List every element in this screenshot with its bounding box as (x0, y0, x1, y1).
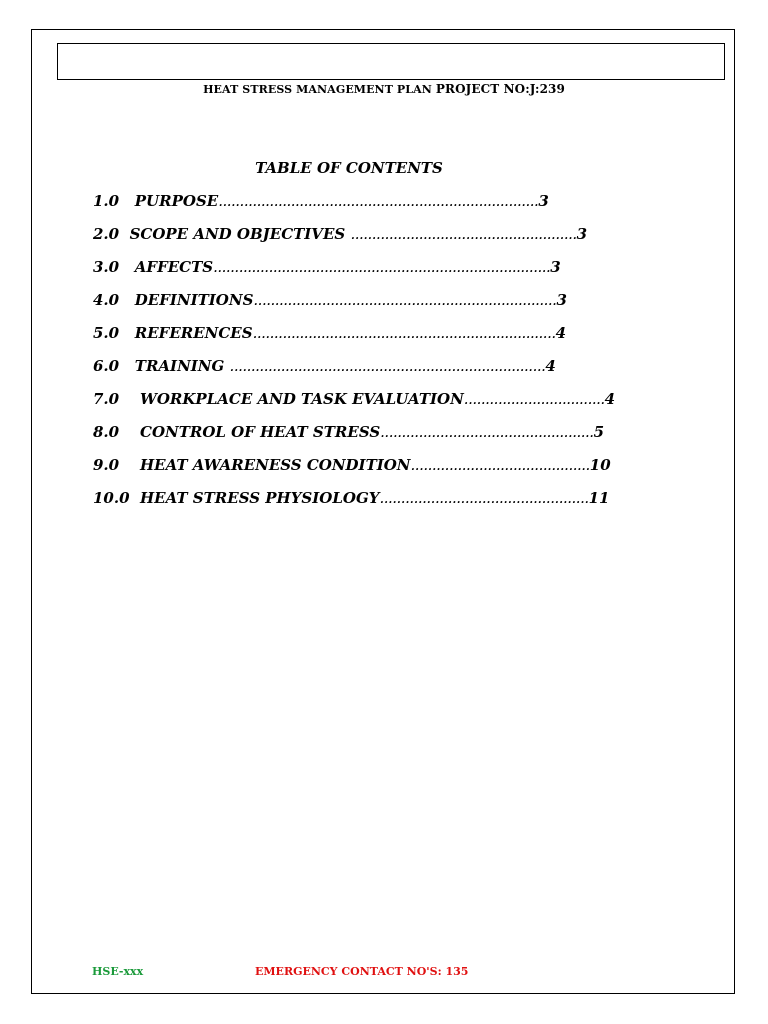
toc-entry[interactable]: 7.0 WORKPLACE AND TASK EVALUATION.................................4 (93, 390, 616, 408)
toc-entry-label: HEAT STRESS PHYSIOLOGY (140, 489, 380, 507)
toc-entry-label: PURPOSE (134, 192, 219, 210)
toc-entry-label: HEAT AWARENESS CONDITION (140, 456, 411, 474)
toc-entry[interactable]: 5.0 REFERENCES.......................................................................4 (93, 324, 567, 342)
toc-title: TABLE OF CONTENTS (255, 159, 443, 177)
toc-entry-number: 9.0 (93, 456, 120, 474)
toc-entry-page: 4 (555, 324, 567, 342)
document-header (0, 82, 768, 96)
project-number: PROJECT NO:J:239 (435, 82, 565, 96)
toc-entry[interactable]: 9.0 HEAT AWARENESS CONDITION..........................................10 (93, 456, 611, 474)
toc-entry-label: TRAINING (134, 357, 225, 375)
toc-entry-page: 3 (538, 192, 549, 210)
toc-entry-number: 6.0 (93, 357, 120, 375)
footer-emergency-contact: EMERGENCY CONTACT NO'S: 135 (255, 965, 469, 978)
toc-entry[interactable]: 10.0 HEAT STRESS PHYSIOLOGY.................................................11 (93, 489, 610, 507)
toc-entry-number: 2.0 (93, 225, 120, 243)
toc-entry-page: 3 (576, 225, 588, 243)
footer-doc-code: HSE-xxx (92, 965, 144, 978)
toc-entry-label: SCOPE AND OBJECTIVES (129, 225, 346, 243)
header-box (57, 43, 725, 80)
toc-entry-number: 10.0 (93, 489, 130, 507)
toc-entry-number: 7.0 (93, 390, 120, 408)
toc-entry-number: 5.0 (93, 324, 120, 342)
toc-entry-page: 4 (604, 390, 616, 408)
toc-entry-number: 3.0 (93, 258, 120, 276)
toc-entry-page: 4 (545, 357, 556, 375)
toc-entry-page: 5 (593, 423, 604, 441)
toc-entry-page: 11 (588, 489, 610, 507)
toc-entry-label: WORKPLACE AND TASK EVALUATION (140, 390, 464, 408)
toc-entry-number: 4.0 (93, 291, 120, 309)
toc-entry-label: AFFECTS (134, 258, 214, 276)
toc-entry[interactable]: 1.0 PURPOSE...........................................................................3 (93, 192, 549, 210)
toc-entry[interactable]: 4.0 DEFINITIONS.......................................................................3 (93, 291, 567, 309)
toc-entry-page: 3 (556, 291, 567, 309)
toc-entry[interactable]: 6.0 TRAINING ..........................................................................4 (93, 357, 556, 375)
toc-entry-label: REFERENCES (134, 324, 253, 342)
toc-entry-label: DEFINITIONS (134, 291, 254, 309)
document-title: HEAT STRESS MANAGEMENT PLAN (203, 83, 432, 96)
toc-entry[interactable]: 3.0 AFFECTS...............................................................................3 (93, 258, 561, 276)
toc-entry-page: 10 (589, 456, 611, 474)
toc-entry[interactable]: 8.0 CONTROL OF HEAT STRESS..................................................5 (93, 423, 604, 441)
toc-entry[interactable]: 2.0 SCOPE AND OBJECTIVES .....................................................3 (93, 225, 588, 243)
toc-entry-number: 8.0 (93, 423, 120, 441)
toc-entry-page: 3 (550, 258, 561, 276)
toc-entry-number: 1.0 (93, 192, 120, 210)
toc-entry-label: CONTROL OF HEAT STRESS (140, 423, 381, 441)
